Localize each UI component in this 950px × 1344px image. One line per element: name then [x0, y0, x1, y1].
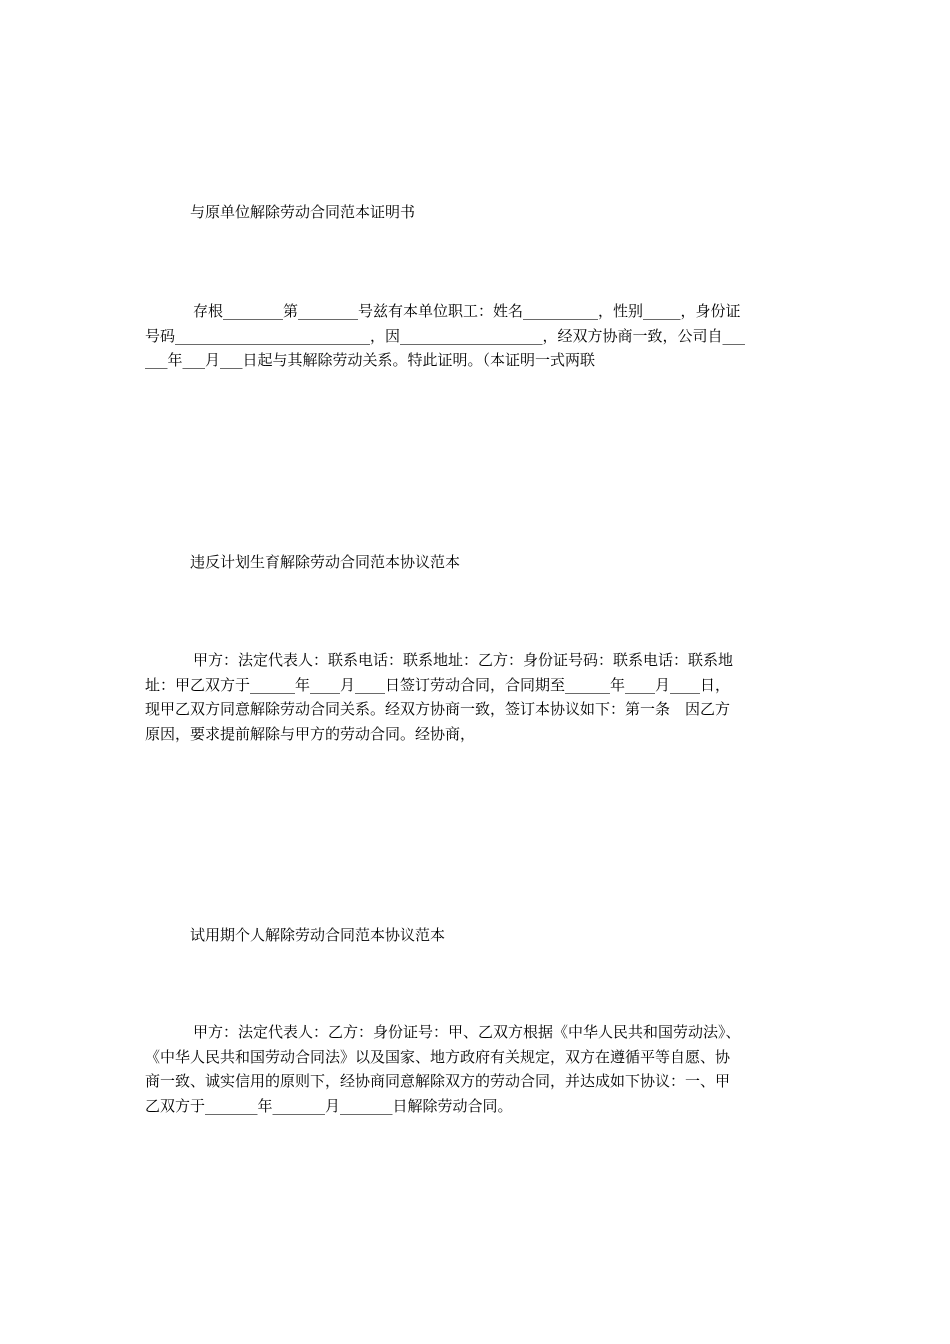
- section-2-line-4: 原因，要求提前解除与甲方的劳动合同。经协商，: [145, 724, 476, 743]
- section-1-line-2: 号码__________________________，因___________________，经双方协商一致，公司自___: [145, 326, 746, 345]
- section-1-line-3: ___年___月___日起与其解除劳动关系。特此证明。（本证明一式两联: [145, 351, 596, 369]
- section-3-body: [145, 1020, 815, 1118]
- section-3-line-4: 乙双方于_______年_______月_______日解除劳动合同。: [145, 1096, 513, 1115]
- section-2-body: [145, 648, 815, 746]
- section-2-line-1: 甲方：法定代表人：联系电话：联系地址：乙方：身份证号码：联系电话：联系地: [193, 651, 734, 669]
- section-1-line-1: 存根________第________号兹有本单位职工：姓名__________，性别_____，身份证: [193, 302, 741, 320]
- section-2-line-3: 现甲乙双方同意解除劳动合同关系。经双方协商一致，签订本协议如下：第一条 因乙方: [145, 700, 731, 718]
- section-3-line-2: 《中华人民共和国劳动合同法》以及国家、地方政府有关规定，双方在遵循平等自愿、协: [145, 1047, 731, 1066]
- section-1-body: [145, 299, 815, 373]
- section-1-heading: 与原单位解除劳动合同范本证明书: [190, 203, 416, 221]
- section-3-line-3: 商一致、诚实信用的原则下，经协商同意解除双方的劳动合同，并达成如下协议：一、甲: [145, 1072, 731, 1090]
- section-2-line-2: 址：甲乙双方于______年____月____日签订劳动合同，合同期至______年____月____日，: [145, 675, 731, 694]
- section-2-heading: 违反计划生育解除劳动合同范本协议范本: [190, 553, 461, 571]
- section-3-heading: 试用期个人解除劳动合同范本协议范本: [190, 926, 446, 944]
- section-3-line-1: 甲方：法定代表人：乙方：身份证号：甲、乙双方根据《中华人民共和国劳动法》、: [193, 1023, 741, 1041]
